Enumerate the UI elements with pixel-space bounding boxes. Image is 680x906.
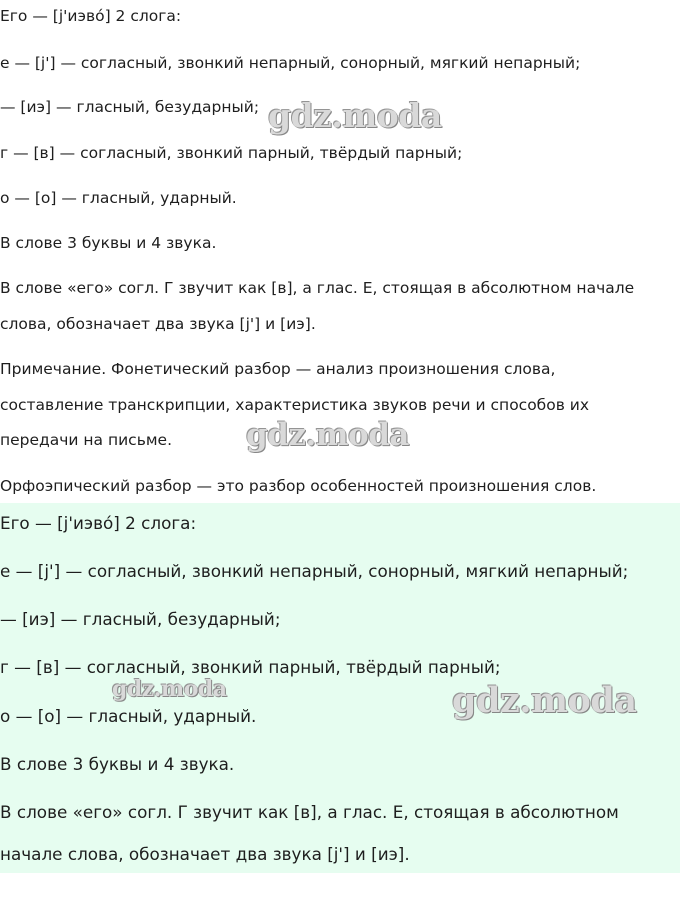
- watermark: gdz.moda: [268, 96, 442, 135]
- text-line: Его — [j'иэво́] 2 слога:: [0, 513, 197, 533]
- text-line: Примечание. Фонетический разбор — анализ произношения слова,: [0, 360, 556, 378]
- text-line: В слове «его» согл. Г звучит как [в], а глас. Е, стоящая в абсолютном начале: [0, 279, 635, 297]
- text-line: слова, обозначает два звука [j'] и [иэ].: [0, 315, 316, 333]
- text-line: — [иэ] — гласный, безударный;: [0, 98, 260, 116]
- text-line: — [иэ] — гласный, безударный;: [0, 609, 281, 629]
- text-line: Орфоэпический разбор — это разбор особенностей произношения слов.: [0, 477, 597, 495]
- text-line: В слове 3 буквы и 4 звука.: [0, 754, 235, 774]
- text-line: е — [j'] — согласный, звонкий непарный, сонорный, мягкий непарный;: [0, 561, 629, 581]
- text-line: е — [j'] — согласный, звонкий непарный, сонорный, мягкий непарный;: [0, 54, 581, 72]
- text-line: В слове 3 буквы и 4 звука.: [0, 234, 217, 252]
- watermark: gdz.moda: [452, 680, 637, 721]
- text-line: о — [о] — гласный, ударный.: [0, 706, 257, 726]
- text-line: начале слова, обозначает два звука [j'] и [иэ].: [0, 844, 410, 864]
- text-line: о — [о] — гласный, ударный.: [0, 189, 237, 207]
- text-line: В слове «его» согл. Г звучит как [в], а глас. Е, стоящая в абсолютном: [0, 802, 619, 822]
- text-line: Его — [j'иэво́] 2 слога:: [0, 7, 182, 25]
- watermark: gdz.moda: [112, 676, 227, 702]
- text-line: передачи на письме.: [0, 431, 172, 449]
- watermark: gdz.moda: [246, 417, 409, 453]
- text-line: г — [в] — согласный, звонкий парный, твёрдый парный;: [0, 144, 463, 162]
- text-line: составление транскрипции, характеристика звуков речи и способов их: [0, 396, 590, 414]
- text-line: г — [в] — согласный, звонкий парный, твёрдый парный;: [0, 657, 501, 677]
